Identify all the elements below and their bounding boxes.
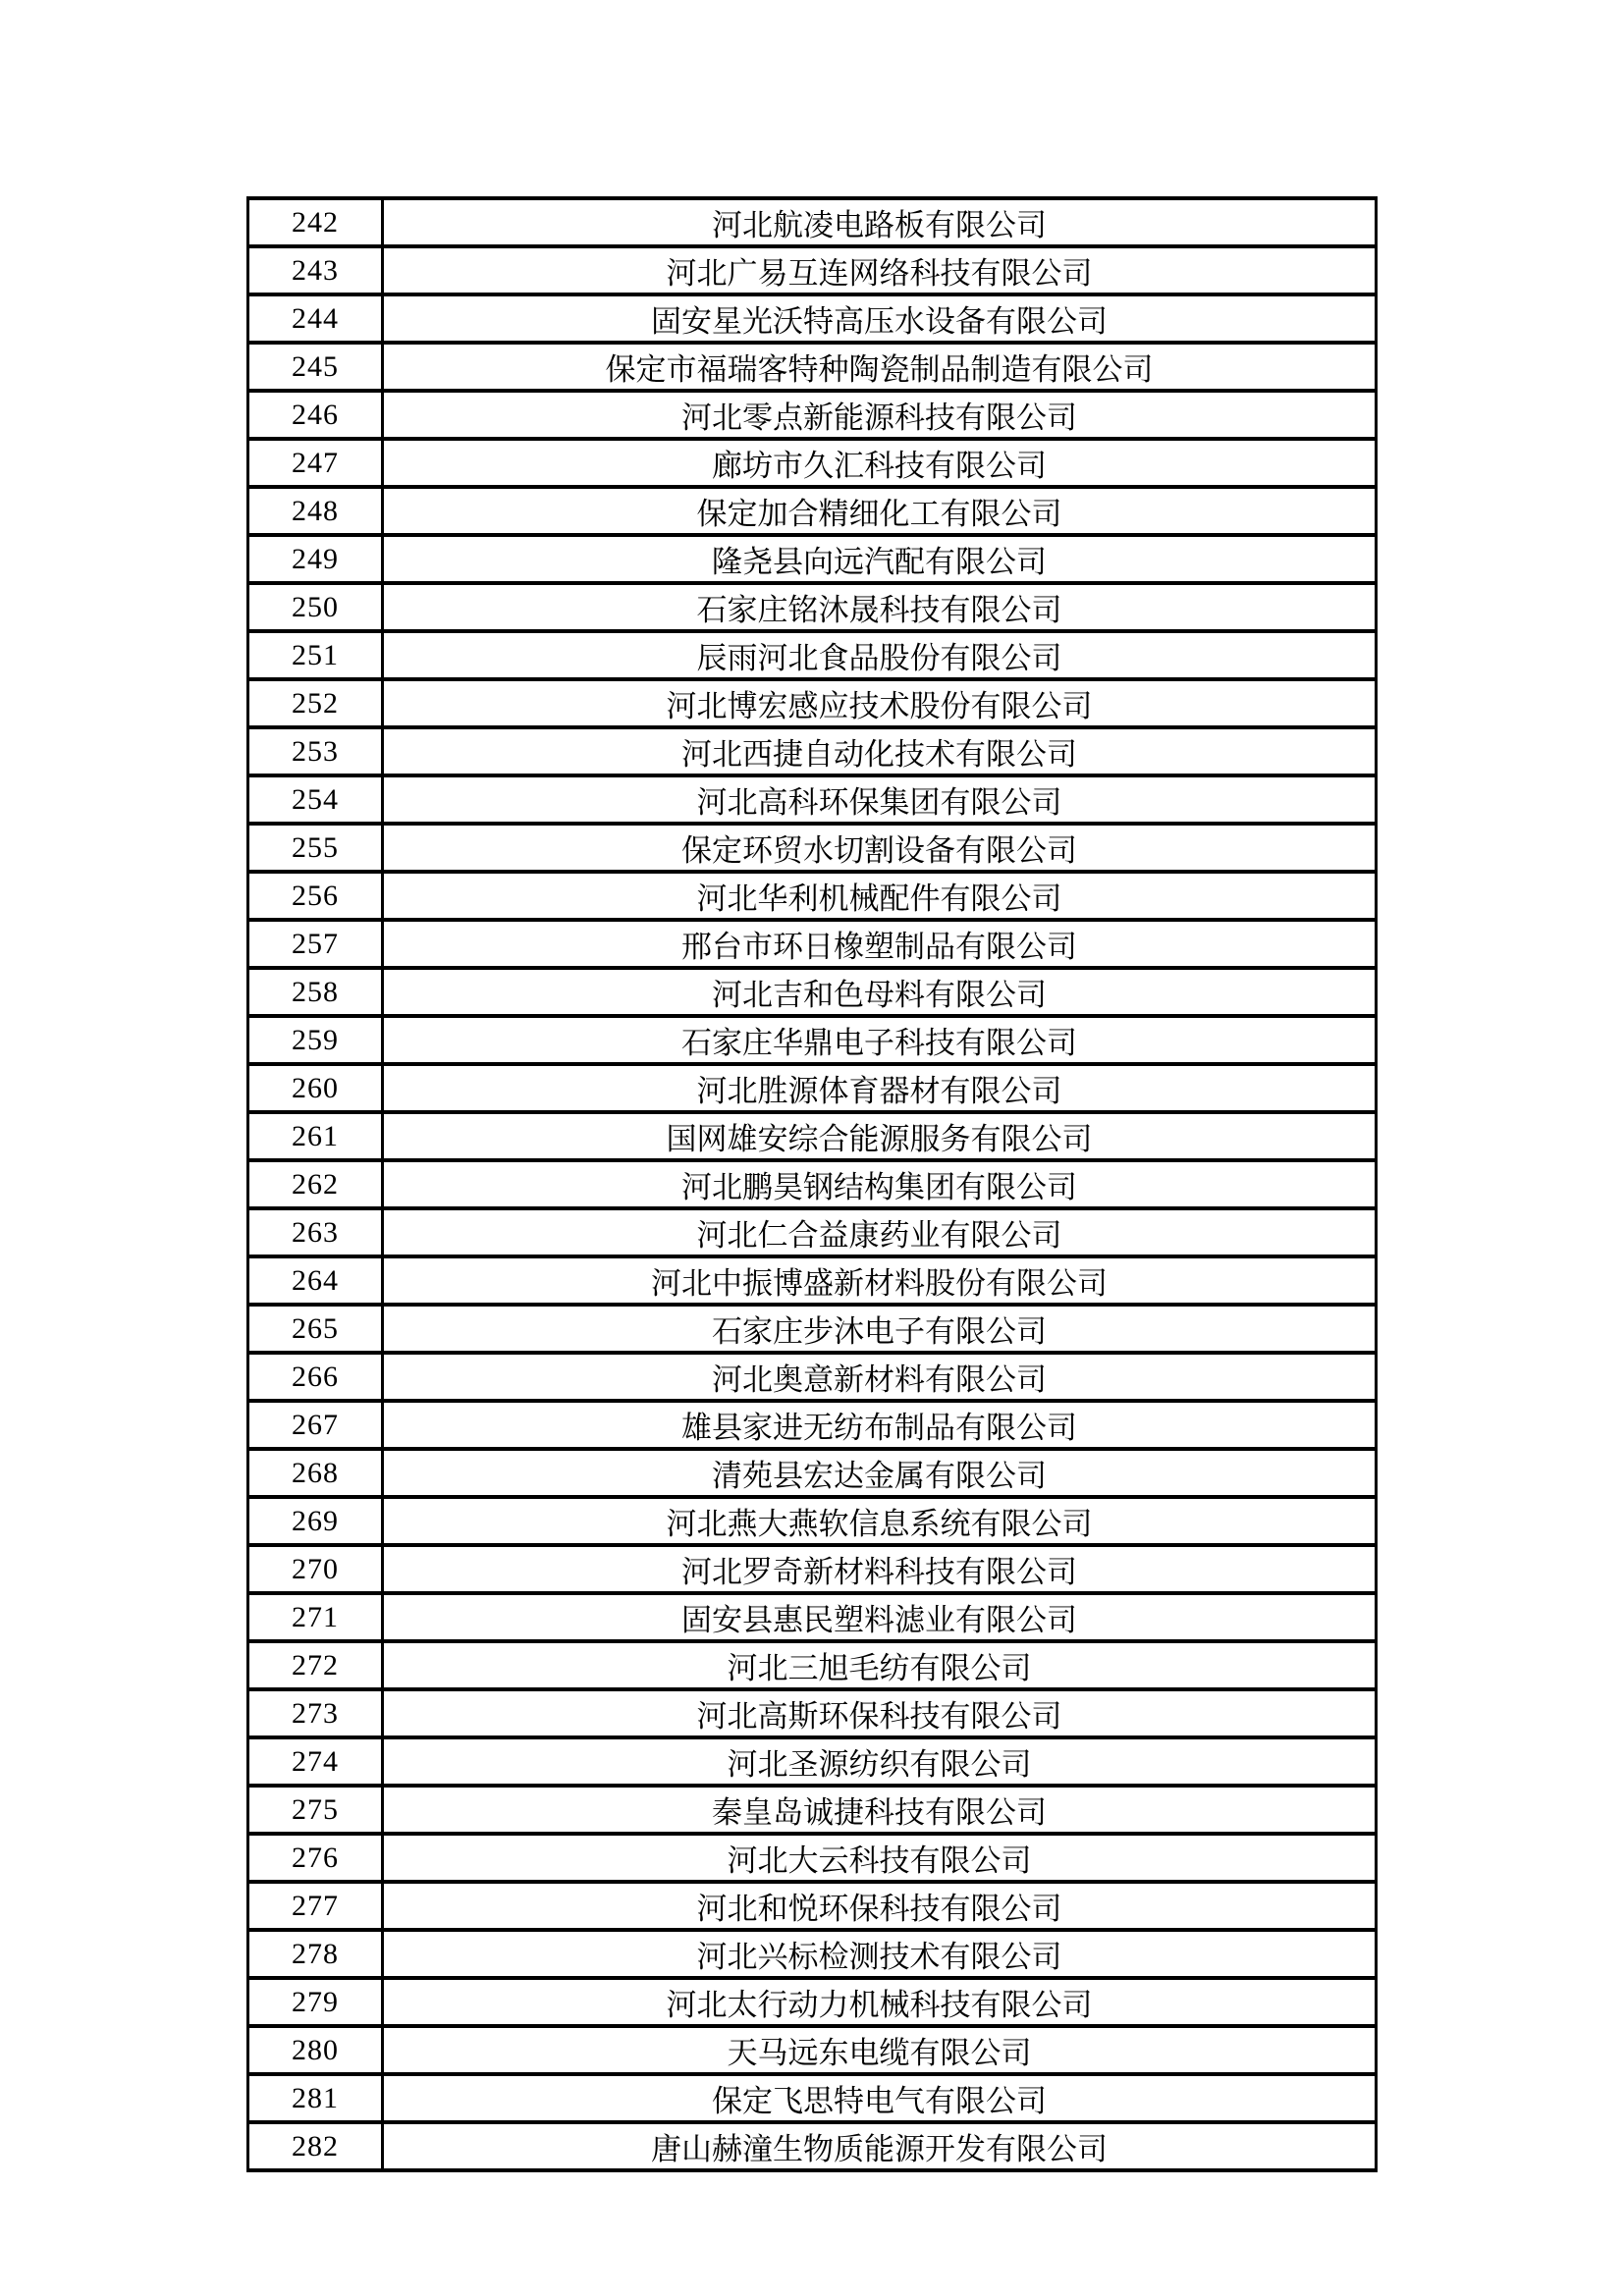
row-number: 281 — [248, 2074, 383, 2122]
table-row — [248, 1208, 1377, 1256]
company-name: 保定环贸水切割设备有限公司 — [383, 824, 1377, 872]
company-name: 固安县惠民塑料滤业有限公司 — [383, 1593, 1377, 1641]
table-row — [248, 1786, 1377, 1834]
company-name: 河北鹏昊钢结构集团有限公司 — [383, 1160, 1377, 1208]
row-number: 261 — [248, 1112, 383, 1160]
company-name: 隆尧县向远汽配有限公司 — [383, 535, 1377, 583]
table-row — [248, 391, 1377, 439]
table-row — [248, 198, 1377, 246]
row-number: 274 — [248, 1737, 383, 1786]
table-row — [248, 1593, 1377, 1641]
company-name: 河北吉和色母料有限公司 — [383, 968, 1377, 1016]
company-table-body — [248, 198, 1377, 2170]
company-name: 秦皇岛诚捷科技有限公司 — [383, 1786, 1377, 1834]
row-number: 255 — [248, 824, 383, 872]
row-number: 258 — [248, 968, 383, 1016]
row-number: 242 — [248, 198, 383, 246]
company-name: 保定加合精细化工有限公司 — [383, 487, 1377, 535]
row-number: 279 — [248, 1978, 383, 2026]
company-name: 河北仁合益康药业有限公司 — [383, 1208, 1377, 1256]
table-row — [248, 824, 1377, 872]
company-name: 河北燕大燕软信息系统有限公司 — [383, 1497, 1377, 1545]
table-row — [248, 294, 1377, 343]
company-name: 河北圣源纺织有限公司 — [383, 1737, 1377, 1786]
row-number: 251 — [248, 631, 383, 679]
company-name: 保定飞思特电气有限公司 — [383, 2074, 1377, 2122]
company-name: 固安星光沃特高压水设备有限公司 — [383, 294, 1377, 343]
table-row — [248, 1305, 1377, 1353]
row-number: 270 — [248, 1545, 383, 1593]
row-number: 259 — [248, 1016, 383, 1064]
table-row — [248, 1689, 1377, 1737]
row-number: 264 — [248, 1256, 383, 1305]
row-number: 271 — [248, 1593, 383, 1641]
company-name: 河北高科环保集团有限公司 — [383, 775, 1377, 824]
row-number: 276 — [248, 1834, 383, 1882]
company-name: 清苑县宏达金属有限公司 — [383, 1449, 1377, 1497]
row-number: 280 — [248, 2026, 383, 2074]
company-name: 河北和悦环保科技有限公司 — [383, 1882, 1377, 1930]
table-row — [248, 1064, 1377, 1112]
table-row — [248, 1016, 1377, 1064]
company-name: 河北三旭毛纺有限公司 — [383, 1641, 1377, 1689]
row-number: 269 — [248, 1497, 383, 1545]
row-number: 247 — [248, 439, 383, 487]
table-row — [248, 343, 1377, 391]
row-number: 252 — [248, 679, 383, 727]
row-number: 243 — [248, 246, 383, 294]
table-row — [248, 679, 1377, 727]
row-number: 244 — [248, 294, 383, 343]
table-row — [248, 535, 1377, 583]
table-row — [248, 246, 1377, 294]
company-name: 河北广易互连网络科技有限公司 — [383, 246, 1377, 294]
table-row — [248, 872, 1377, 920]
company-name: 唐山赫潼生物质能源开发有限公司 — [383, 2122, 1377, 2170]
table-row — [248, 1449, 1377, 1497]
row-number: 246 — [248, 391, 383, 439]
row-number: 262 — [248, 1160, 383, 1208]
row-number: 268 — [248, 1449, 383, 1497]
company-table — [246, 196, 1378, 2172]
table-row — [248, 920, 1377, 968]
company-name: 河北大云科技有限公司 — [383, 1834, 1377, 1882]
table-row — [248, 1834, 1377, 1882]
row-number: 260 — [248, 1064, 383, 1112]
row-number: 256 — [248, 872, 383, 920]
row-number: 250 — [248, 583, 383, 631]
row-number: 273 — [248, 1689, 383, 1737]
company-name: 河北罗奇新材料科技有限公司 — [383, 1545, 1377, 1593]
table-row — [248, 2026, 1377, 2074]
row-number: 254 — [248, 775, 383, 824]
row-number: 272 — [248, 1641, 383, 1689]
company-name: 河北兴标检测技术有限公司 — [383, 1930, 1377, 1978]
table-row — [248, 775, 1377, 824]
company-name: 廊坊市久汇科技有限公司 — [383, 439, 1377, 487]
table-row — [248, 2122, 1377, 2170]
company-table-container — [246, 196, 1378, 2166]
table-row — [248, 1737, 1377, 1786]
table-row — [248, 1160, 1377, 1208]
table-row — [248, 1545, 1377, 1593]
table-row — [248, 968, 1377, 1016]
row-number: 275 — [248, 1786, 383, 1834]
row-number: 277 — [248, 1882, 383, 1930]
company-name: 辰雨河北食品股份有限公司 — [383, 631, 1377, 679]
table-row — [248, 2074, 1377, 2122]
table-row — [248, 583, 1377, 631]
table-row — [248, 631, 1377, 679]
table-row — [248, 1930, 1377, 1978]
company-name: 邢台市环日橡塑制品有限公司 — [383, 920, 1377, 968]
company-name: 河北西捷自动化技术有限公司 — [383, 727, 1377, 775]
company-name: 河北博宏感应技术股份有限公司 — [383, 679, 1377, 727]
company-name: 河北零点新能源科技有限公司 — [383, 391, 1377, 439]
company-name: 石家庄华鼎电子科技有限公司 — [383, 1016, 1377, 1064]
company-name: 国网雄安综合能源服务有限公司 — [383, 1112, 1377, 1160]
row-number: 263 — [248, 1208, 383, 1256]
table-row — [248, 487, 1377, 535]
row-number: 278 — [248, 1930, 383, 1978]
table-row — [248, 1401, 1377, 1449]
company-name: 河北高斯环保科技有限公司 — [383, 1689, 1377, 1737]
table-row — [248, 439, 1377, 487]
table-row — [248, 1256, 1377, 1305]
company-name: 保定市福瑞客特种陶瓷制品制造有限公司 — [383, 343, 1377, 391]
row-number: 266 — [248, 1353, 383, 1401]
table-row — [248, 1353, 1377, 1401]
row-number: 245 — [248, 343, 383, 391]
table-row — [248, 1978, 1377, 2026]
table-row — [248, 1641, 1377, 1689]
row-number: 257 — [248, 920, 383, 968]
company-name: 石家庄步沐电子有限公司 — [383, 1305, 1377, 1353]
row-number: 249 — [248, 535, 383, 583]
company-name: 河北航凌电路板有限公司 — [383, 198, 1377, 246]
company-name: 河北华利机械配件有限公司 — [383, 872, 1377, 920]
company-name: 河北太行动力机械科技有限公司 — [383, 1978, 1377, 2026]
company-name: 河北奥意新材料有限公司 — [383, 1353, 1377, 1401]
table-row — [248, 1882, 1377, 1930]
company-name: 石家庄铭沐晟科技有限公司 — [383, 583, 1377, 631]
row-number: 282 — [248, 2122, 383, 2170]
table-row — [248, 1497, 1377, 1545]
company-name: 雄县家进无纺布制品有限公司 — [383, 1401, 1377, 1449]
row-number: 267 — [248, 1401, 383, 1449]
row-number: 265 — [248, 1305, 383, 1353]
row-number: 253 — [248, 727, 383, 775]
company-name: 天马远东电缆有限公司 — [383, 2026, 1377, 2074]
table-row — [248, 1112, 1377, 1160]
company-name: 河北中振博盛新材料股份有限公司 — [383, 1256, 1377, 1305]
row-number: 248 — [248, 487, 383, 535]
table-row — [248, 727, 1377, 775]
company-name: 河北胜源体育器材有限公司 — [383, 1064, 1377, 1112]
